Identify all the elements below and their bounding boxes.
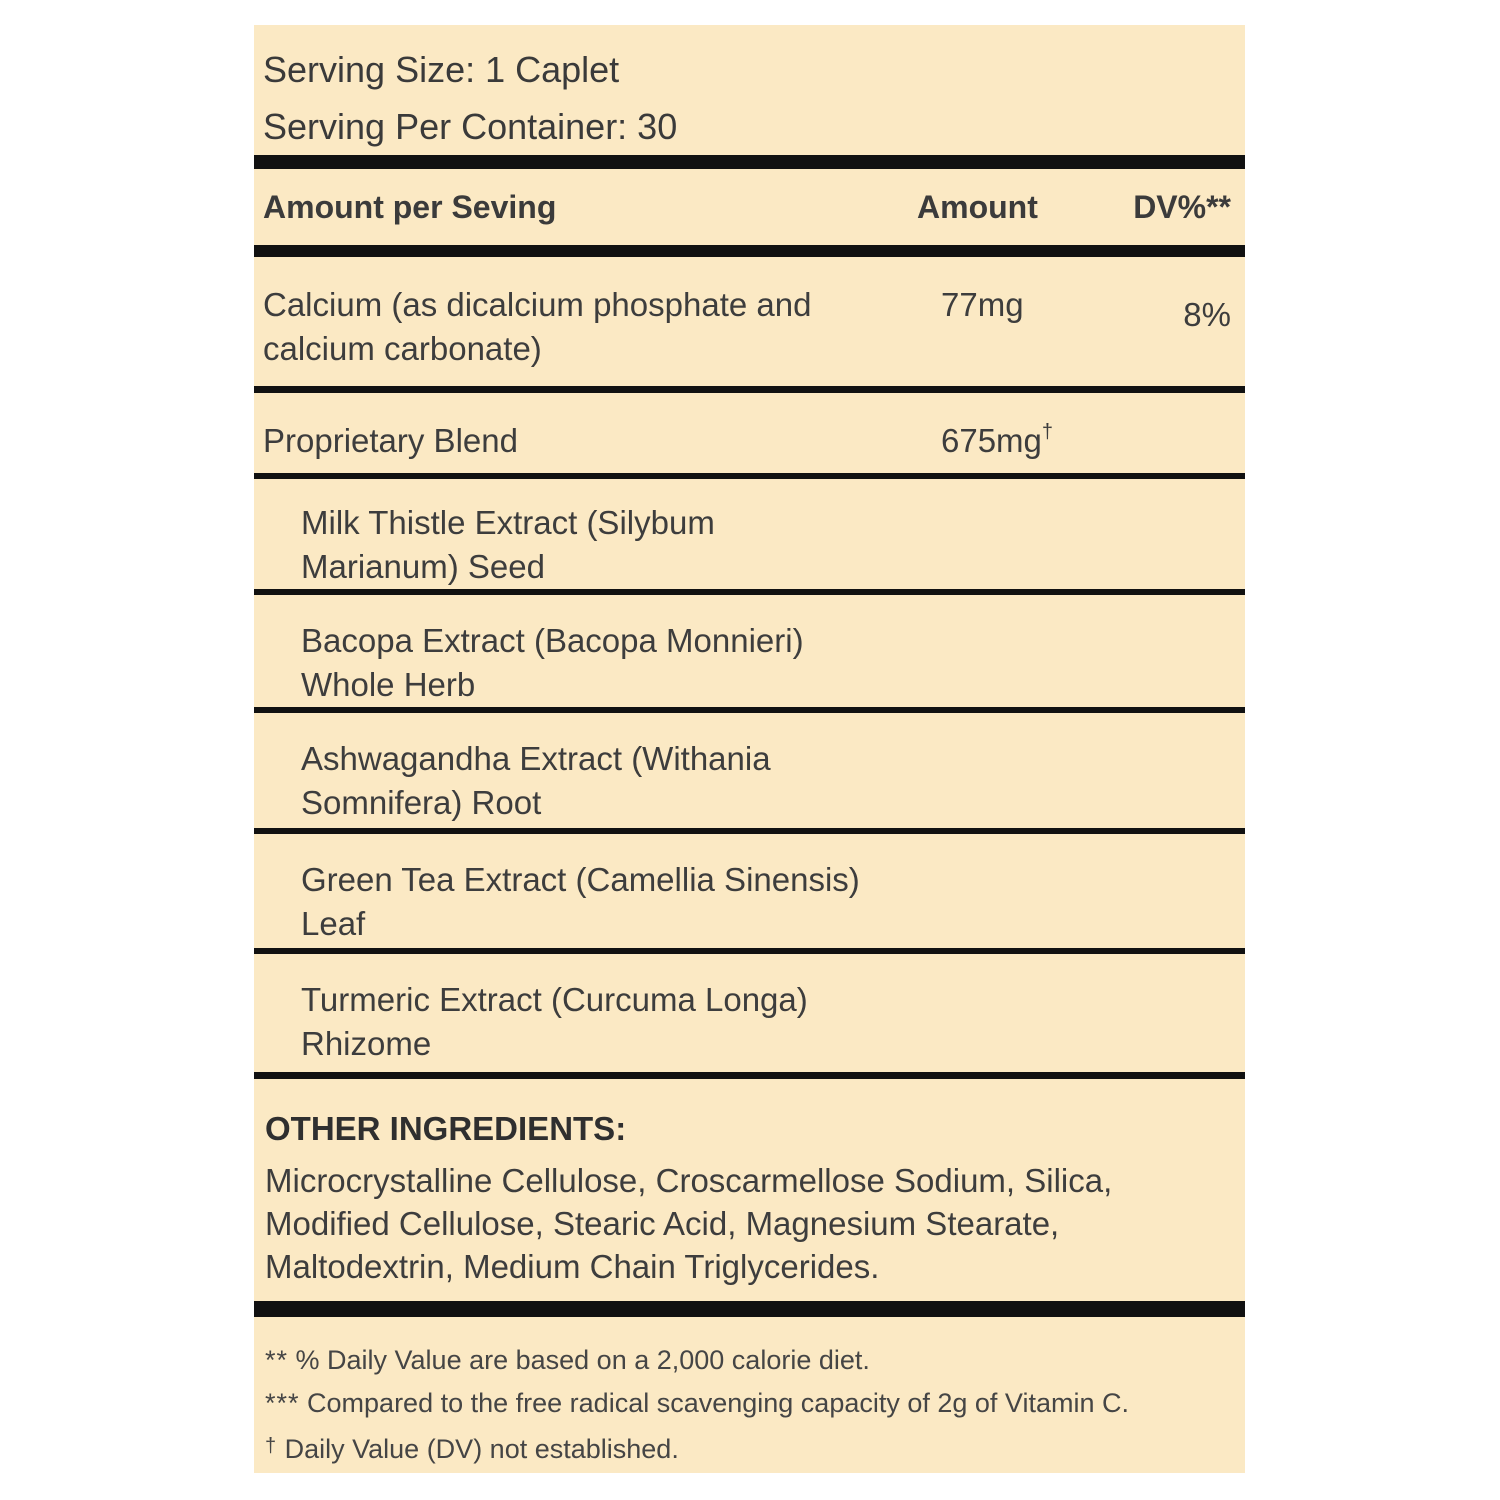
divider-thick-header <box>254 245 1245 257</box>
blend-item-line2: Rhizome <box>301 1025 432 1062</box>
other-ingredients-line1: Microcrystalline Cellulose, Croscarmellose Sodium, Silica, <box>265 1162 1113 1199</box>
blend-item-line1: Green Tea Extract (Camellia Sinensis) <box>301 861 860 898</box>
other-ingredients-heading: OTHER INGREDIENTS: <box>265 1110 627 1147</box>
footnote-dv-not-established <box>265 1425 1231 1471</box>
amount-number: 675mg <box>941 422 1042 459</box>
calcium-row <box>254 257 1245 386</box>
footnote-daily-value <box>265 1339 1231 1382</box>
blend-item-turmeric <box>254 954 1245 1072</box>
blend-item-line1: Milk Thistle Extract (Silybum <box>301 504 715 541</box>
footnote-marker: † <box>265 1435 278 1457</box>
divider-thick-top <box>254 155 1245 169</box>
serving-size-line: Serving Size: 1 Caplet <box>263 49 620 90</box>
ingredient-name-line2: calcium carbonate) <box>263 330 542 367</box>
ingredient-name <box>263 283 941 371</box>
other-ingredients-line3: Maltodextrin, Medium Chain Triglycerides. <box>265 1248 880 1285</box>
footnote-vitamin-c <box>265 1382 1231 1425</box>
column-header-dv: DV%** <box>1133 188 1231 225</box>
blend-item-green-tea <box>254 834 1245 948</box>
amount-value: 77mg <box>941 286 1024 323</box>
blend-item-line2: Leaf <box>301 905 366 942</box>
blend-item-line1: Ashwagandha Extract (Withania <box>301 740 771 777</box>
blend-item-line2: Whole Herb <box>301 666 476 703</box>
dagger-mark: † <box>1041 421 1054 443</box>
blend-item-line1: Turmeric Extract (Curcuma Longa) <box>301 981 808 1018</box>
blend-item-line2: Somnifera) Root <box>301 784 542 821</box>
supplement-facts-panel <box>254 25 1245 1473</box>
footnote-text: % Daily Value are based on a 2,000 calorie diet. <box>288 1345 870 1375</box>
blend-item-line1: Bacopa Extract (Bacopa Monnieri) <box>301 622 804 659</box>
divider-thick-bottom <box>254 1301 1245 1317</box>
amount-value <box>941 419 1116 463</box>
column-header-amount: Amount <box>917 188 1038 225</box>
divider-calcium <box>254 386 1245 393</box>
footnote-marker: ** <box>265 1345 289 1375</box>
blend-item-milk-thistle <box>254 479 1245 589</box>
divider-blend-end <box>254 1072 1245 1079</box>
servings-per-container-line: Serving Per Container: 30 <box>263 106 678 147</box>
blend-item-line2: Marianum) Seed <box>301 548 545 585</box>
blend-item-ashwagandha <box>254 713 1245 828</box>
footnote-text: Daily Value (DV) not established. <box>277 1434 679 1464</box>
other-ingredients-section <box>254 1079 1245 1301</box>
footnotes-section <box>254 1317 1245 1480</box>
column-header-name: Amount per Seving <box>263 188 557 225</box>
table-header-row <box>254 169 1245 245</box>
footnote-marker: *** <box>265 1388 300 1418</box>
other-ingredients-line2: Modified Cellulose, Stearic Acid, Magnesium Stearate, <box>265 1205 1060 1242</box>
serving-info-section <box>254 25 1245 155</box>
dv-value <box>1116 419 1231 463</box>
blend-item-bacopa <box>254 595 1245 707</box>
footnote-text: Compared to the free radical scavenging capacity of 2g of Vitamin C. <box>299 1388 1129 1418</box>
proprietary-blend-row <box>254 393 1245 473</box>
ingredient-name: Proprietary Blend <box>263 422 518 459</box>
dv-value: 8% <box>1183 296 1231 333</box>
ingredient-name-line1: Calcium (as dicalcium phosphate and <box>263 286 812 323</box>
